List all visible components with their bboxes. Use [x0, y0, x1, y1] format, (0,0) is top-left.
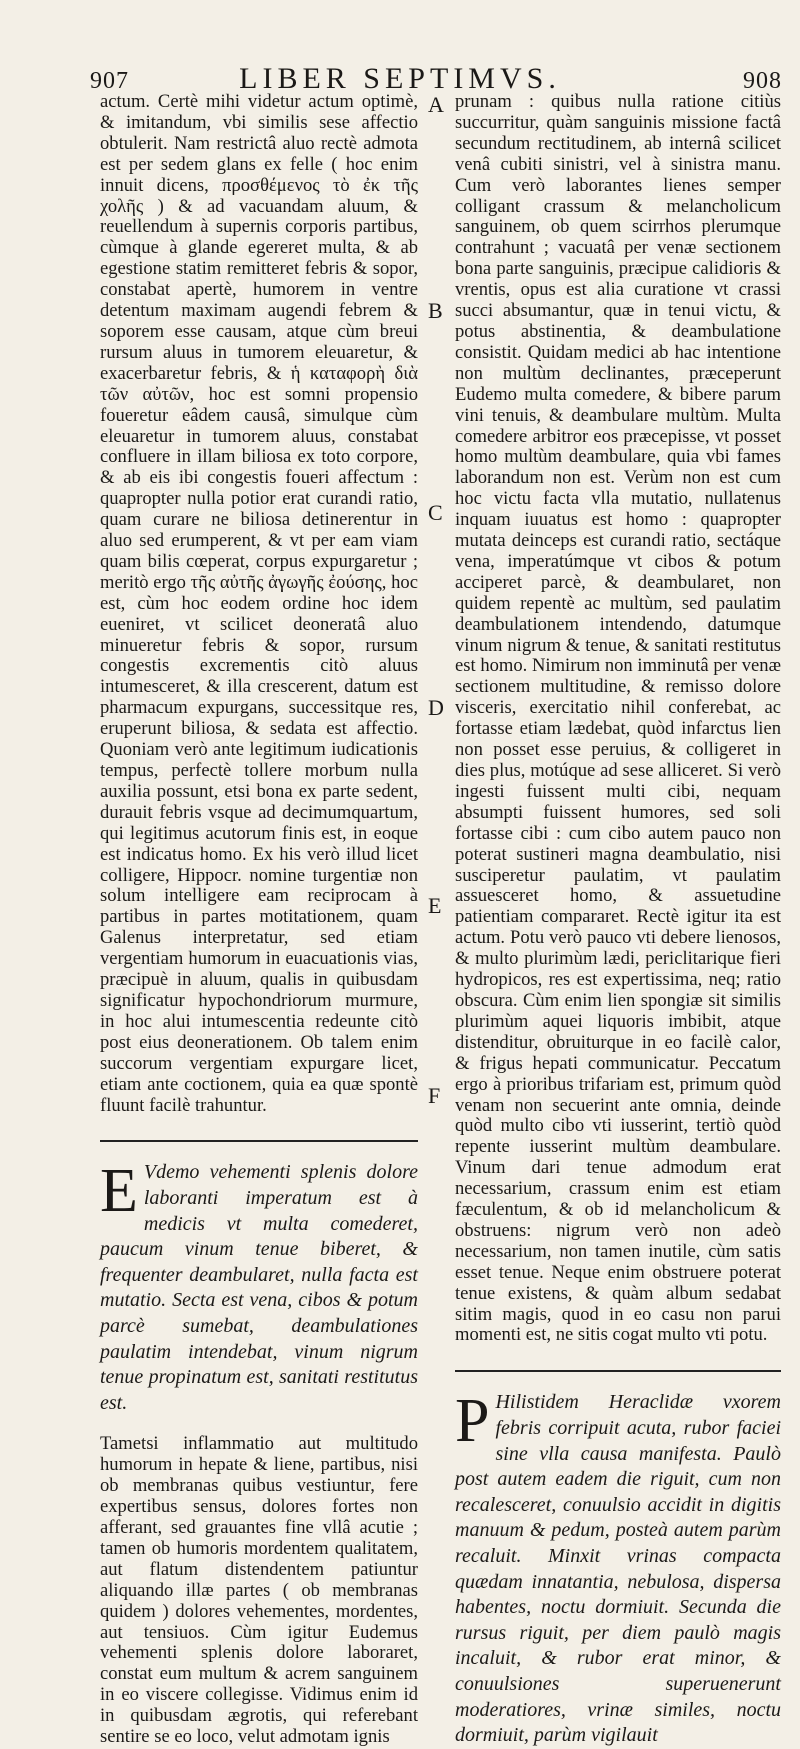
case-summary-text: Hilistidem Heraclidæ vxorem febris corripuit acuta, rubor faciei sine vlla causa manifesta. Paulò post autem eadem die riguit, cum non recalesceret, conuulsio accidit in digitis manuum & pedum, posteà autem parùm recaluit. Minxit vrinas compacta quædam innatantia, nebulosa, dispersa habentes, noctu dormiuit. Secunda die rursus riguit, per diem paulò magis incaluit, & rubor erat minor, & conuulsiones superuenerunt moderatiores, vrinæ similes, noctu dormiuit, parùm vigilauit — [455, 1391, 781, 1747]
margin-letter-d: D — [428, 695, 444, 720]
running-title: LIBER SEPTIMVS. — [239, 62, 561, 95]
right-column — [455, 92, 781, 1749]
commentary-paragraph: Tametsi inflammatio aut multitudo humorum in hepate & liene, partibus, nisi ob membranas quibus vestiuntur, fere expertibus sensus, dolores fortes non afferant, sed grauantes fine vllâ acutie ; tamen ob humoris mordentem qualitatem, aut flatum distendentem patiuntur aliquando illæ partes ( ob membranas quidem ) dolores vehementes, mordentes, aut tensiuos. Cùm igitur Eudemus vehementi splenis dolore laboraret, constat eum multum & acrem sanguinem in eo viscere collegisse. Vidimus enim id in quibusdam ægrotis, qui referebant sentire se eo loco, velut admotam ignis — [100, 1433, 418, 1748]
margin-letter-a: A — [428, 92, 444, 117]
margin-letter-c: C — [428, 500, 443, 525]
commentary-paragraph: actum. Certè mihi videtur actum optimè, & imitandum, vbi similis sese affectio obtulerit. Nam restrictâ aluo rectè admota est per sedem glans ex felle ( hoc enim innuit dicens, προσθέμενος τὸ ἐκ τῆς χολῆς ) & ad vacuandam aluum, & reuellendum à supernis corporis partibus, cùmque à glande egereret multa, & ab egestione statim remitteret febris & sopor, constabat apertè, humorem in ventre detentum maximam augendi febrem & soporem esse causam, atque cùm breui rursum aluus in tumorem eleuaretur, & exacerbaretur febris, & ἡ καταφορὴ διὰ τῶν αὐτῶν, hoc est somni propensio foueretur eâdem causâ, simulque cùm eleuaretur in tumorem aluus, constabat confluere in illam biliosa ex toto corpore, & ab eis ibi congestis foueri affectum : quapropter nulla potior erat curandi ratio, quam curare ne biliosa detinerentur in aluo sed erumperent, & vt per eam viam quam bilis cœperat, corpus expurgaretur ; meritò ergo τῆς αὐτῆς ἀγωγῆς ἐούσης, hoc est, cùm hoc eodem ordine hoc idem eueniret, vt scilicet deoneratâ aluo minueretur febris & sopor, rursum congestis excrementis citò aluus intumesceret, & illa crescerent, datum est pharmacum expurgans, successitque res, eruperunt biliosa, & sedata est affectio. Quoniam verò ante legitimum iudicationis tempus, perfectè tollere morbum nulla auxilia possunt, etsi bona ex parte sedent, durauit febris vsque ad decimumquartum, qui legitimus acutorum finis est, in eoque est indicatus homo. Ex his verò illud licet colligere, Hippocr. nomine turgentiæ non solum intelligere eam reciprocam à partibus in partes motitationem, quam Galenus interpretatur, sed etiam vergentiam humorum in euacuationis vias, præcipuè in aluum, qualis in quibusdam significatur hypochondriorum murmure, in hoc alui intumescentia redeunte citò post eius deonerationem. Ob talem enim succorum vergentiam expurgare licet, etiam ante coctionem, quia ea quæ spontè fluunt facilè trahuntur. — [100, 91, 418, 1116]
commentary-paragraph: prunam : quibus nulla ratione citiùs succurritur, quàm sanguinis missione factâ secundum rectitudinem, ab internâ scilicet venâ cubiti sinistri, vel à sinistra manu. Cum verò laborantes lienes semper colligant crassum & melancholicum sanguinem, ob quem scirrhos plerumque contrahunt ; vacuatâ per venæ sectionem bona parte sanguinis, præcipue calidioris & vrentis, opus est alia curatione vt crassi succi absumantur, quæ in tenui victu, & potus abstinentia, & deambulatione consistit. Quidam medici ab hac intentione non multùm declinantes, præceperunt Eudemo multa comedere, & bibere parum vini tenuis, & deambulare multùm. Multa comedere arbitror eos præcepisse, vt posset homo multùm deambulare, quia vbi fames laborandum non est. Verùm non est cum hoc victu facta vlla mutatio, nullatenus inquam iuuatus est homo : quapropter mutata deinceps est curandi ratio, sectáque vena, imperatúmque vt cibos & potum acciperet parcè, & deambularet, non quidem repentè ac multùm, sed paulatim deambulationem intendendo, datumque vinum nigrum & tenue, & sanitati restitutus est homo. Nimirum non imminutâ per venæ sectionem multitudine, & remisso dolore visceris, exercitatio nihil conferebat, ac fortasse etiam lædebat, quòd infarctus lien non posset esse peruius, & colligeret in dies plus, motúque ad sese alliceret. Si verò ingesti fuissent multi cibi, nequam absumpti fuissent humores, sed soli fortasse cibi : cum cibo autem pauco non poterat sustineri magna deambulatio, nisi susciperetur paulatim, vt paulatim assuesceret homo, & assuetudine patientiam compararet. Rectè igitur ita est actum. Potu verò pauco vti debere lienosos, & multo plurimùm lædi, periclitarique fieri hydropicos, res est expertissima, neq; ratio obscura. Cùm enim lien spongiæ sit similis plurimùm aquei liquoris imbibit, atque distenditur, obruiturque in eo facilè calor, & frigus hepati communicatur. Peccatum ergo à prioribus trifariam est, primum quòd venam non secuerint ante omnia, deinde quòd multo cibo vti iusserint, tertiò quòd repente iusserint multùm deambulare. Vinum dari tenue admodum erat necessarium, crassum enim est etiam fæculentum, & ob id melancholicum & obstruens: nigrum verò non adeò necessarium, non tamen inutile, cùm satis esset tenue. Neque enim obstruere poterat tenue existens, & quàm album sedabat sitim magis, quod in eo casu non parui momenti est, ne sitis cogat multo vti potu. — [455, 91, 781, 1346]
case-summary — [100, 1157, 418, 1416]
margin-letter-b: B — [428, 298, 443, 323]
case-summary-text: Vdemo vehementi splenis dolore laboranti imperatum est à medicis vt multa comederet, paucum vinum tenue biberet, & frequenter deambularet, nulla facta est mutatio. Secta est vena, cibos & potum parcè sumebat, deambulationes paulatim intendebat, vinum nigrum tenue propinatum est, sanitati restitutus est. — [100, 1161, 418, 1414]
drop-cap: P — [455, 1387, 490, 1456]
case-summary — [455, 1387, 781, 1748]
section-rule — [455, 1370, 781, 1372]
left-column — [100, 92, 418, 1748]
drop-cap: E — [100, 1157, 138, 1226]
section-rule — [100, 1140, 418, 1142]
margin-letter-e: E — [428, 893, 442, 918]
page-number-left: 907 — [90, 68, 129, 94]
margin-letter-f: F — [428, 1083, 441, 1108]
page-number-right: 908 — [743, 68, 782, 94]
